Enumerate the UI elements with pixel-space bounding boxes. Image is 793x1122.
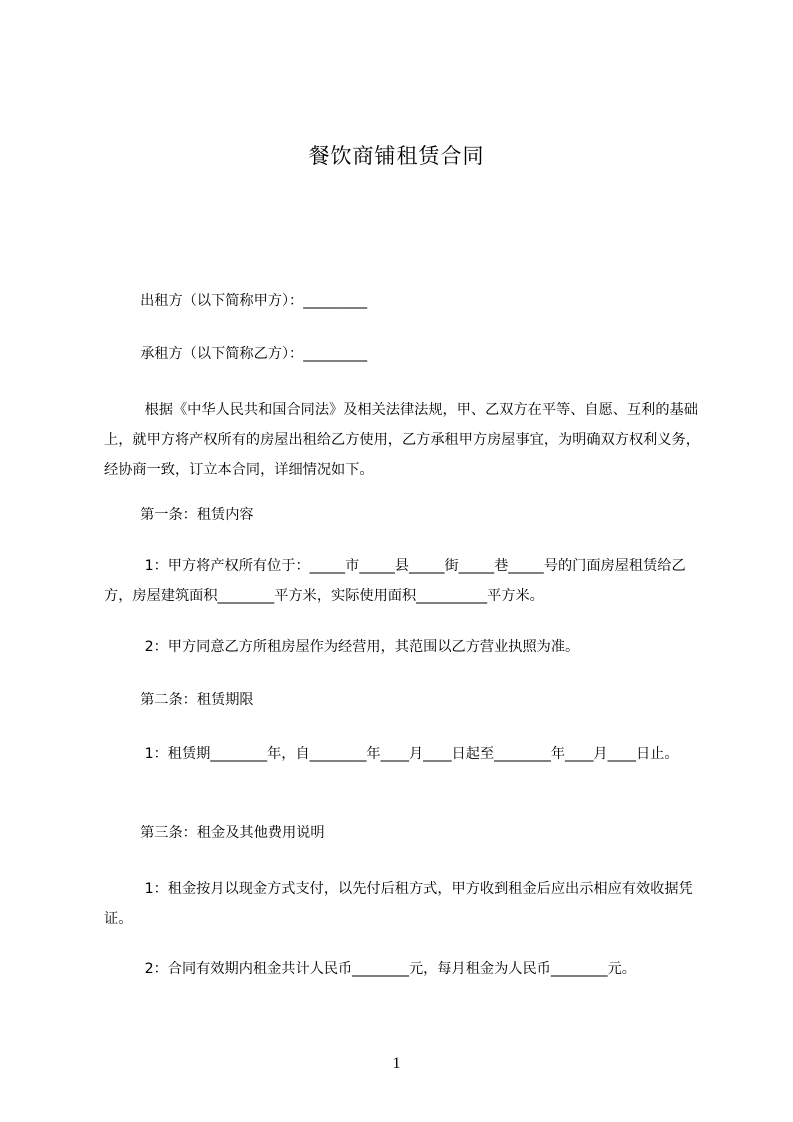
article-1-clause-1: 1：甲方将产权所有位于：_____市_____县_____街_____巷_____号的门面房屋租赁给乙方，房屋建筑面积________平方米，实际使用面积__________平方米。 — [104, 558, 686, 604]
article-3-clause-1: 1：租金按月以现金方式支付，以先付后租方式，甲方收到租金后应出示相应有效收据凭证。 — [104, 881, 693, 927]
article-1-heading: 第一条：租赁内容 — [104, 507, 254, 523]
lessor-line: 出租方（以下简称甲方）：_________ — [104, 293, 368, 309]
article-3-heading: 第三条：租金及其他费用说明 — [104, 825, 325, 841]
preamble-paragraph: 根据《中华人民共和国合同法》及相关法律法规，甲、乙双方在平等、自愿、互利的基础上，就甲方将产权所有的房屋出租给乙方使用，乙方承租甲方房屋事宜，为明确双方权利义务，经协商一致，订立本合同，详细情况如下。 — [104, 402, 700, 478]
page-number: 1 — [392, 1055, 401, 1072]
article-2-heading: 第二条：租赁期限 — [104, 692, 254, 708]
article-1-clause-2: 2：甲方同意乙方所租房屋作为经营用，其范围以乙方营业执照为准。 — [104, 639, 580, 655]
article-2-clause-1: 1：租赁期________年，自________年____月____日起至________年____月____日止。 — [104, 746, 679, 762]
lessee-line: 承租方（以下简称乙方）：_________ — [104, 346, 368, 362]
article-3-clause-2: 2：合同有效期内租金共计人民币________元，每月租金为人民币________元。 — [104, 961, 636, 977]
document-title: 餐饮商铺租赁合同 — [308, 144, 485, 168]
